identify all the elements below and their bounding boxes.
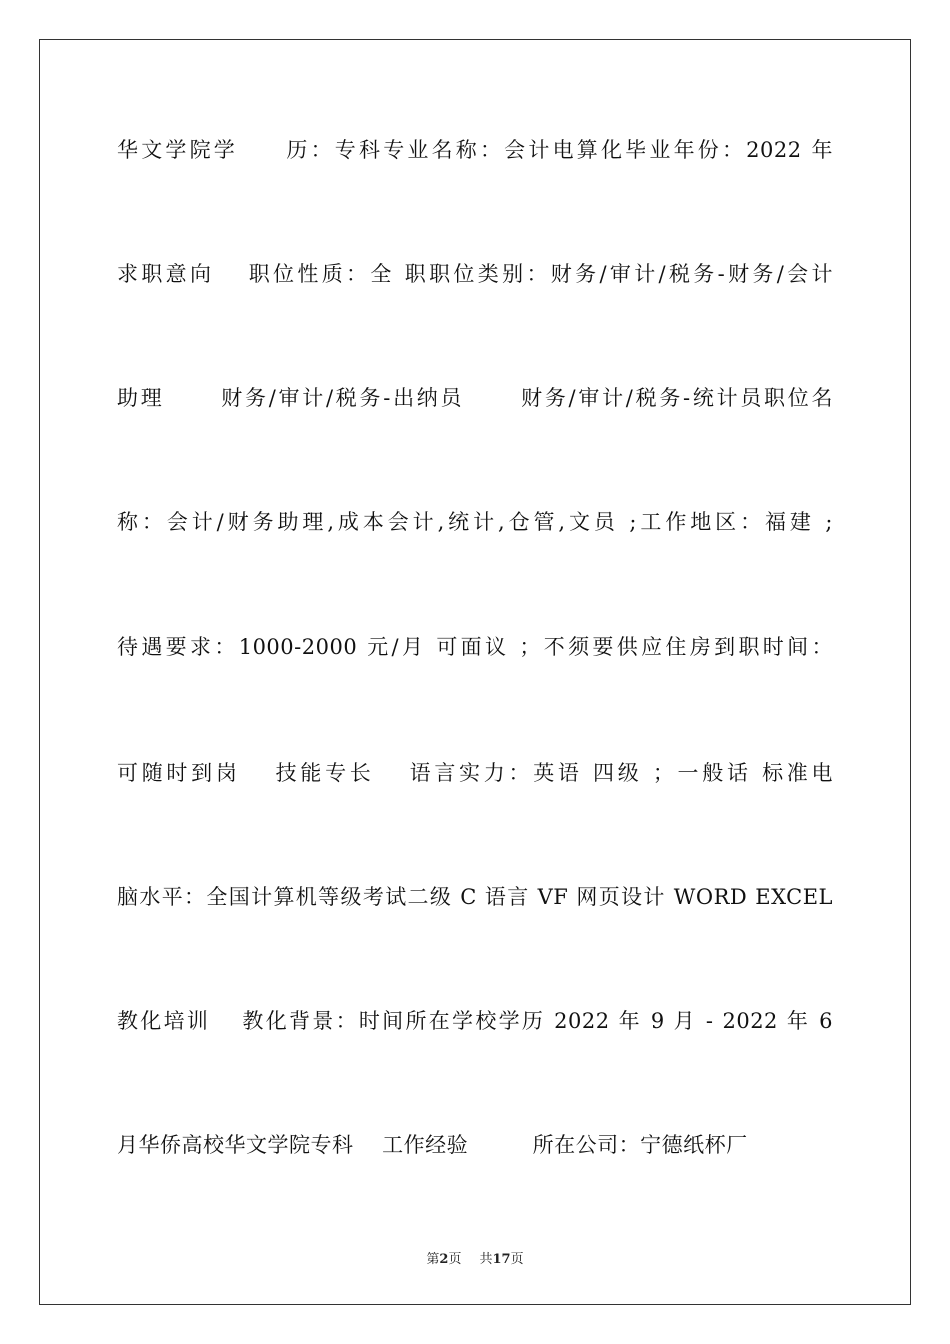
page-prefix: 第: [426, 1252, 440, 1267]
document-line-4: 称：会计/财务助理,成本会计,统计,仓管,文员 ;工作地区：福建 ;: [117, 510, 833, 534]
document-line-7: 脑水平：全国计算机等级考试二级 C 语言 VF 网页设计 WORD EXCEL: [117, 885, 833, 909]
document-line-3: 助理 财务/审计/税务-出纳员 财务/审计/税务-统计员职位名: [117, 386, 833, 410]
document-line-1: 华文学院学 历：专科专业名称：会计电算化毕业年份：2022 年: [117, 138, 833, 162]
document-line-6: 可随时到岗 技能专长 语言实力：英语 四级 ；一般话 标准电: [117, 761, 833, 785]
page-current-number: 2: [439, 1252, 449, 1267]
document-line-5: 待遇要求：1000-2000 元/月 可面议 ；不须要供应住房到职时间：: [117, 635, 833, 659]
document-line-8: 教化培训 教化背景：时间所在学校学历 2022 年 9 月 - 2022 年 6: [117, 1009, 833, 1033]
total-suffix: 页: [510, 1252, 524, 1267]
document-line-2: 求职意向 职位性质：全 职职位类别：财务/审计/税务-财务/会计: [117, 262, 833, 286]
page-total-number: 17: [492, 1252, 511, 1267]
page-footer: [0, 1248, 950, 1267]
document-line-9: 月华侨高校华文学院专科 工作经验 所在公司：宁德纸杯厂: [117, 1133, 748, 1157]
total-prefix: 共: [479, 1252, 493, 1267]
page-suffix: 页: [448, 1252, 462, 1267]
page-border: [39, 39, 911, 1305]
